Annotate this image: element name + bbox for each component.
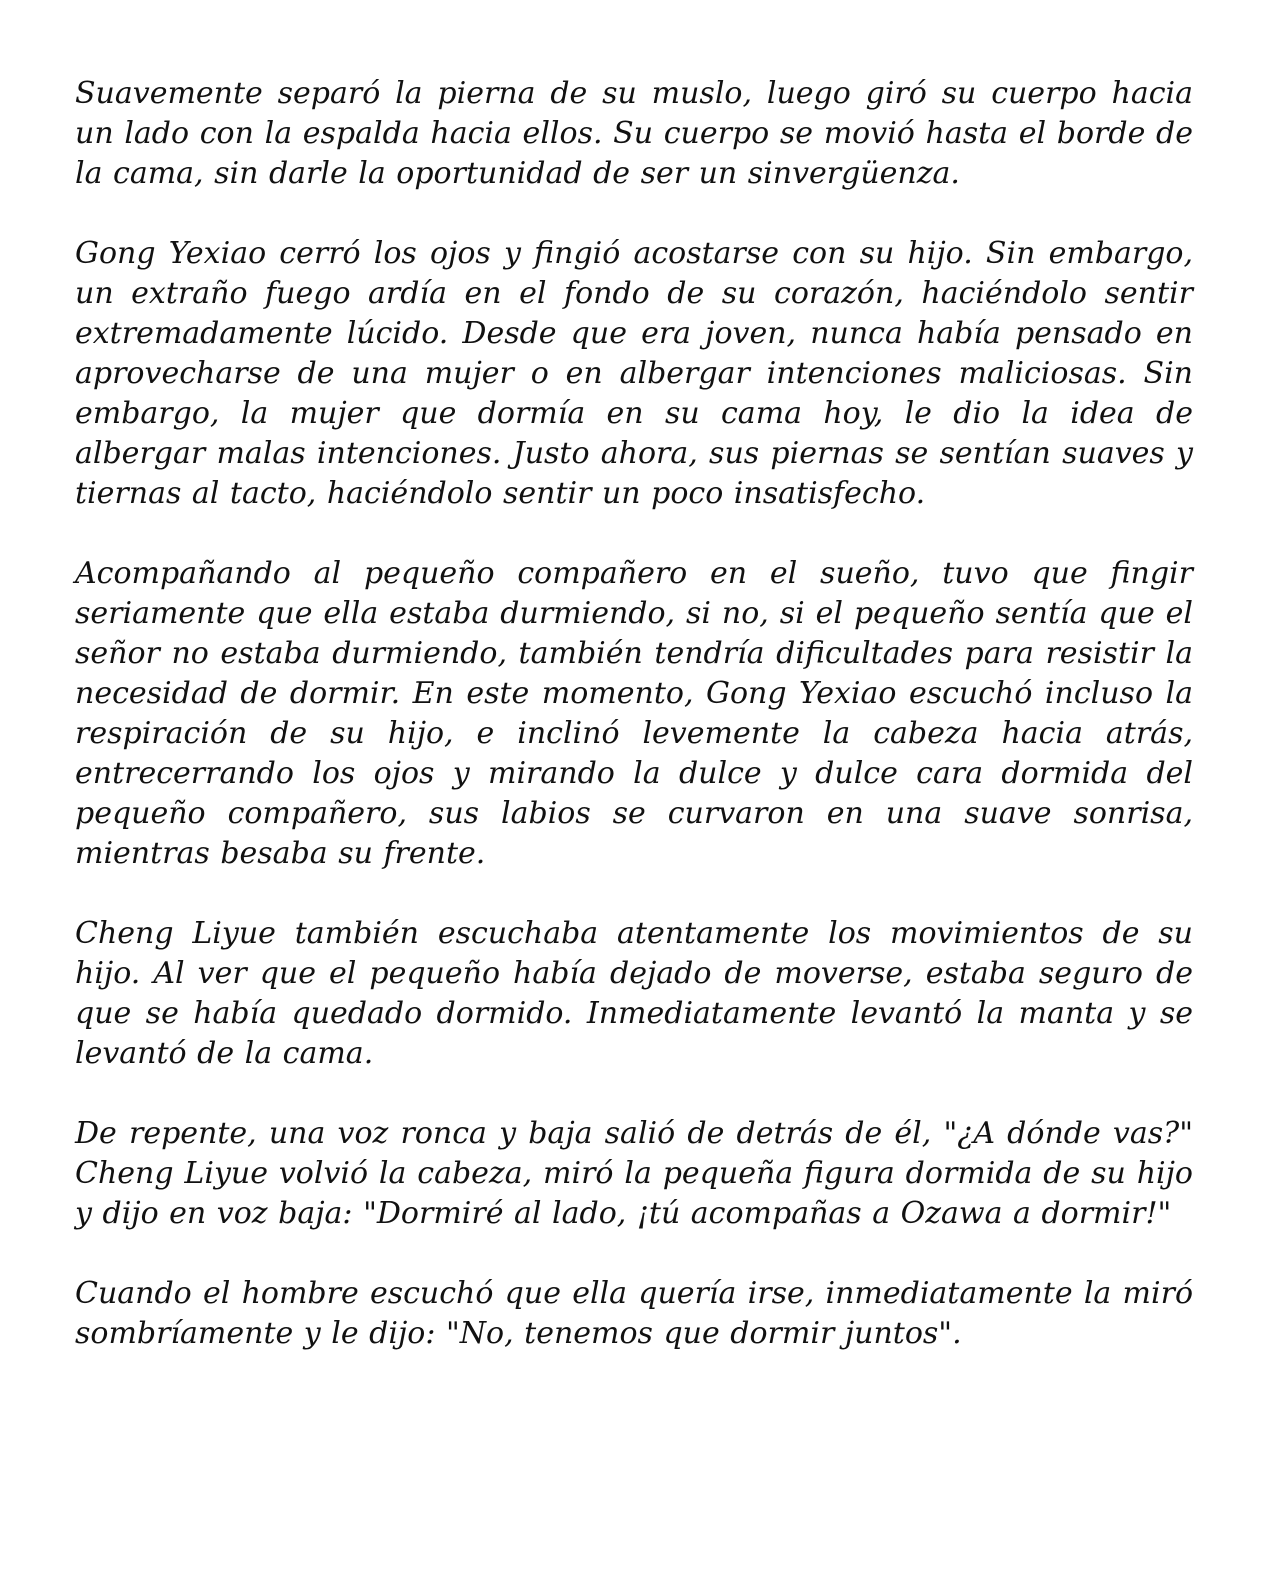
paragraph-4: Cheng Liyue también escuchaba atentamente los movimientos de su hijo. Al ver que el pequeño había dejado de moverse, estaba seguro de que se había quedado dormido. Inmediatamente levantó la manta y se levantó de la cama.	[75, 916, 1193, 1071]
paragraph-6: Cuando el hombre escuchó que ella quería irse, inmediatamente la miró sombríamente y le dijo: "No, tenemos que dormir juntos".	[75, 1276, 1193, 1351]
paragraph-3: Acompañando al pequeño compañero en el sueño, tuvo que fingir seriamente que ella estaba durmiendo, si no, si el pequeño sentía que el señor no estaba durmiendo, también tendría dificultades para resistir la necesidad de dormir. En este momento, Gong Yexiao escuchó incluso la respiración de su hijo, e inclinó levemente la cabeza hacia atrás, entrecerrando los ojos y mirando la dulce y dulce cara dormida del pequeño compañero, sus labios se curvaron en una suave sonrisa, mientras besaba su frente.	[75, 556, 1193, 871]
document-page	[75, 74, 1193, 1354]
paragraph-2: Gong Yexiao cerró los ojos y fingió acostarse con su hijo. Sin embargo, un extraño fuego ardía en el fondo de su corazón, haciéndolo sentir extremadamente lúcido. Desde que era joven, nunca había pensado en aprovecharse de una mujer o en albergar intenciones maliciosas. Sin embargo, la mujer que dormía en su cama hoy, le dio la idea de albergar malas intenciones. Justo ahora, sus piernas se sentían suaves y tiernas al tacto, haciéndolo sentir un poco insatisfecho.	[75, 236, 1193, 511]
paragraph-5: De repente, una voz ronca y baja salió de detrás de él, "¿A dónde vas?" Cheng Liyue volvió la cabeza, miró la pequeña figura dormida de su hijo y dijo en voz baja: "Dormiré al lado, ¡tú acompañas a Ozawa a dormir!"	[75, 1116, 1193, 1231]
paragraph-1: Suavemente separó la pierna de su muslo, luego giró su cuerpo hacia un lado con la espalda hacia ellos. Su cuerpo se movió hasta el borde de la cama, sin darle la oportunidad de ser un sinvergüenza.	[75, 76, 1193, 191]
